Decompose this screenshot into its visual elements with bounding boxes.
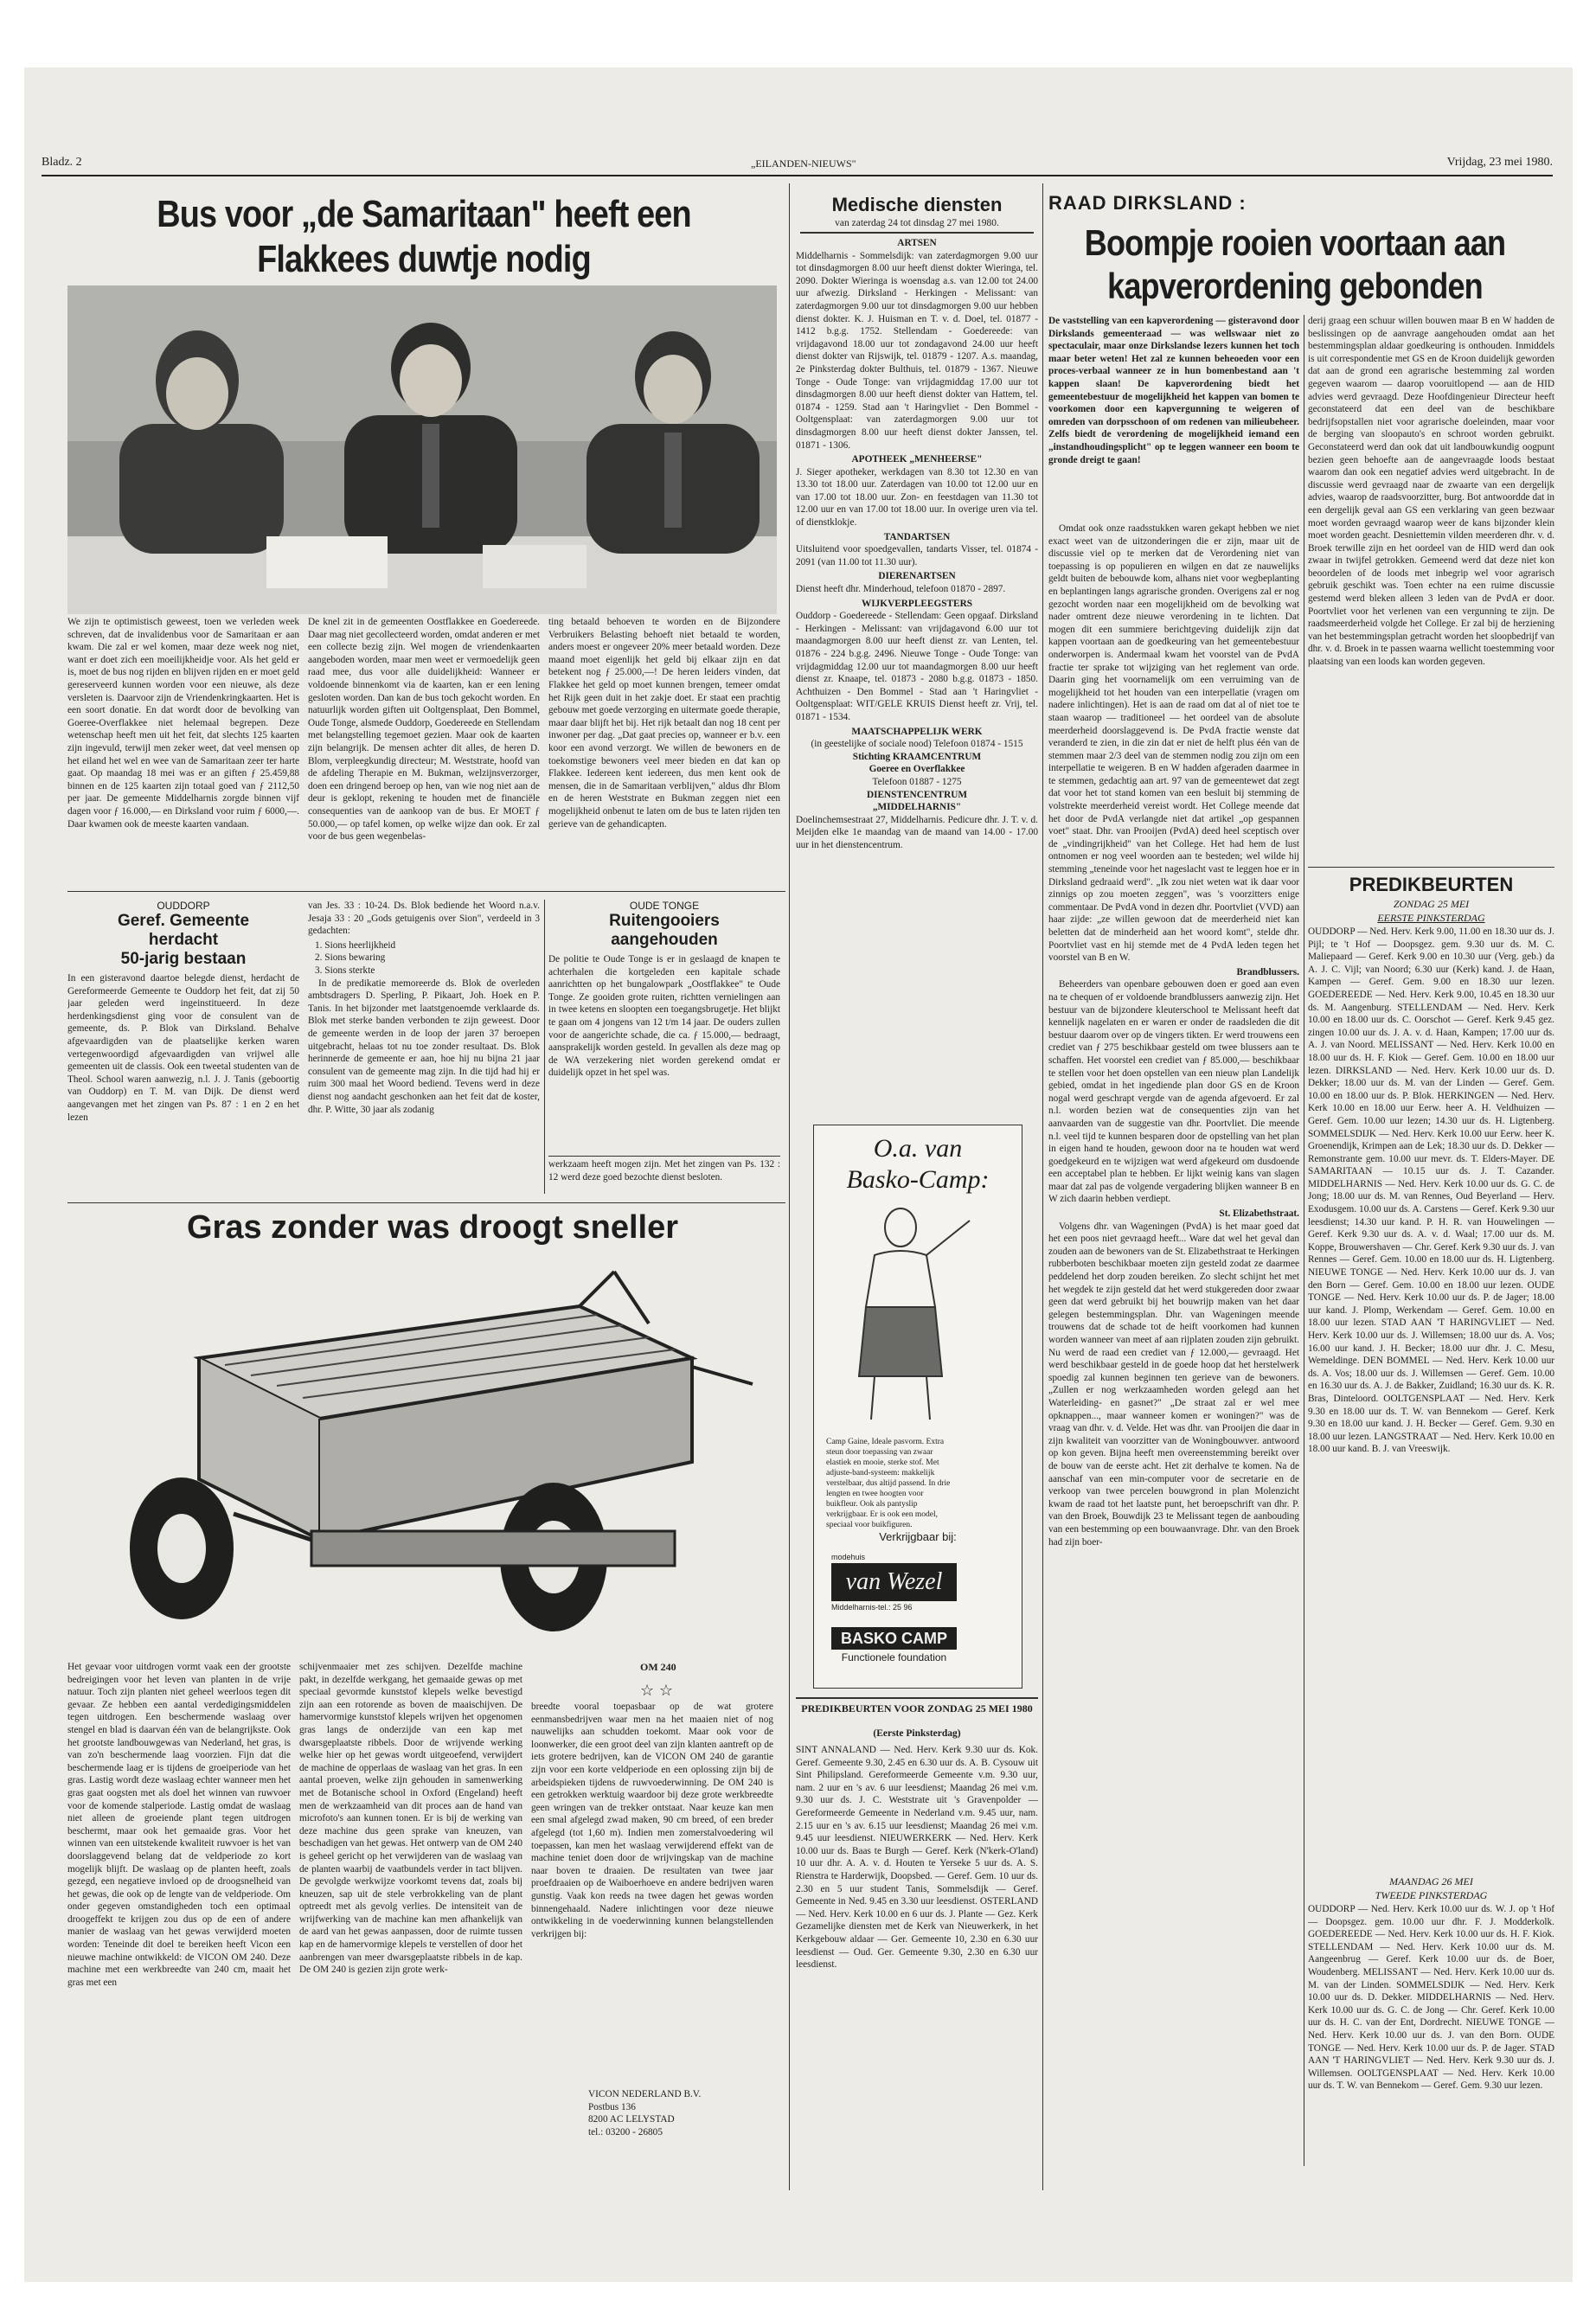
vicon-address: VICON NEDERLAND B.V. Postbus 136 8200 AC LELYSTAD tel.: 03200 - 26805 [588, 2089, 702, 2138]
predik2-sub3: MAANDAG 26 MEI [1389, 1875, 1473, 1888]
newspaper-name: „EILANDEN-NIEUWS" [751, 157, 856, 170]
divider-bus [67, 891, 785, 892]
bus-headline [104, 192, 744, 282]
kraamcentrum-label: Stichting KRAAMCENTRUM [852, 751, 982, 762]
predik2-body: OUDDORP — Ned. Herv. Kerk 9.00, 11.00 en 18.30 uur ds. J. Pijl; te 't Hof — Doopsgez. gem. 9.30 uur ds. M. C. Maliepaard — Geref. Kerk 9.00 en 10.30 uur (Verg. geb.) da A. J. C. Vijl; van Noord; 6.30 uur (Kerk) kand. J. de Haan, Kampen — Geref. Gem. 9.00 en 18.30 uur lezen. GOEDEREEDE — Ned. Herv. Kerk 9.00, 10.45 en 18.30 uur ds. M. Aangenburg. STELLENDAM — Ned. Herv. Kerk 10.00 en 18.00 uur ds. C. Oorschot — Geref. Kerk 9.45 gez. zingen 10.00 uur ds. J. A. v. d. Haan, Kampen; 17.00 uur ds. A. J. van Noord. MELISSANT — Ned. Herv. Kerk 10.00 en 18.00 uur ds. H. F. Kiok — Geref. Gem. 10.00 en 18.00 uur lezen. DIRKSLAND — Ned. Herv. Kerk 10.00 uur ds. D. Dekker; 18.00 uur ds. M. van der Linden — Geref. Gem. 10.00 en 18.00 uur ds. P. Blok. HERKINGEN — Ned. Herv. Kerk 10.00 en 18.00 uur Eerw. heer A. H. Veldhuizen — Geref. Gem. 10.00 uur lezen; 14.30 uur ds. H. Ligtenberg. SOMMELSDIJK — Ned. Herv. Kerk 10.00 uur Eerw. heer K. Groenendijk, Krimpen aan de Lek; 18.30 uur ds. D. Dekker — Remonstrante gem. 10.00 uur mevr. ds. T. Elders-Mayer. DE SAMARITAAN — 10.15 uur ds. J. T. Cazander. MIDDELHARNIS — Ned. Herv. Kerk 10.00 uur ds. G. C. de Jong; 18.00 uur ds. M. van Rennes, Oud Beyerland — Herv. Exodusgem. 10.00 uur ds. A. Carstens — Geref. Kerk 9.30 uur leesdienst; 14.30 uur kand. P. H. R. van Houwelingen — Geref. Kerk 9.30 uur ds. A. v. d. Waal; 17.00 uur ds. M. Koppe, Brouwershaven — Chr. Geref. Kerk 9.30 uur ds. J. van Rennes — Geref. Gem. 10.00 en 18.00 uur ds. H. Ligtenberg. NIEUWE TONGE — Ned. Herv. Kerk 10.00 uur ds. J. van den Born — Geref. Gem. 10.00 en 18.00 uur lezen. OUDE TONGE — Ned. Herv. Kerk 10.00 uur ds. P. de Jager; 18.00 uur kand. J. Plomp, Werkendam — Geref. Gem. 10.00 en 18.00 uur lezen. STAD AAN 'T HARINGVLIET — Ned. Herv. Kerk 10.00 uur ds. J. Willemsen; 18.00 uur ds. A. Vos; 16.00 uur kand. J. H. Becker; 18.00 uur dhr. J. C. Mesu, Wemeldinge. DEN BOMMEL — Ned. Herv. Kerk 10.00 uur ds. A. Vos; 18.00 uur ds. J. Willemsen — Geref. Gem. 10.00 en 16.30 uur ds. A. J. de Bakker, Zuidland; 16.30 uur ds. K. R. Bras, Dinteloord. OOLTGENSPLAAT — Ned. Herv. Kerk 9.30 en 18.00 uur ds. T. W. van Bennekom — Geref. Kerk 9.30 en 18.00 uur kand. J. H. Becker — Geref. Gem. 9.30 en 18.00 uur lezen. LANGSTRAAT — Ned. Herv. Kerk 10.00 en 18.00 uur kand. B. J. van Vreeswijk. [1308, 926, 1554, 1455]
dierenartsen-label: DIERENARTSEN [878, 571, 956, 582]
predik2-body-2: OUDDORP — Ned. Herv. Kerk 10.00 uur ds. W. J. op 't Hof — Doopsgez. gem. 10.00 uur dhr. F. J. Modderkolk. GOEDEREEDE — Ned. Herv. Kerk 10.00 uur ds. H. F. Kiok. STELLENDAM — Ned. Herv. Kerk 10.00 uur ds. M. Aangeenbrug — Geref. Kerk 10.00 uur ds. de Boer, Woudenberg. MELISSANT — Ned. Herv. Kerk 10.00 uur ds. M. van der Linden. SOMMELSDIJK — Ned. Herv. Kerk 10.00 uur ds. D. Dekker. MIDDELHARNIS — Ned. Herv. Kerk 10.00 uur ds. G. C. de Jong — Chr. Geref. Kerk 10.00 uur ds. H. C. van der Ent, Dordrecht. NIEUWE TONGE — Ned. Herv. Kerk 10.00 uur ds. J. van den Born. OUDE TONGE — Ned. Herv. Kerk 10.00 uur ds. P. de Jager. STAD AAN 'T HARINGVLIET — Ned. Herv. Kerk 9.30 uur ds. J. Willemsen. OOLTGENSPLAAT — Ned. Herv. Kerk 10.00 uur ds. T. W. van Bennekom — Geref. Gem. 9.30 uur lezen. [1308, 1904, 1554, 2092]
dienstencentrum-label: DIENSTENCENTRUM [866, 789, 968, 800]
basko-camp-logo: BASKO CAMP [831, 1627, 957, 1650]
bus-headline-line1: Bus voor „de Samaritaan" heeft een [157, 193, 691, 235]
store-logo: van Wezel [831, 1563, 957, 1601]
gras-col-1: Het gevaar voor uitdrogen vormt vaak een der grootste bedreigingen voor het leven van planten in de vrije natuur. Toch zijn planten niet geheel weerloos tegen dit gevaar. Ze hebben een aantal verdedigingsmiddelen tegen uitdrogen. Een beschermende waslaag over stengel en blad is daarvan één van de belangrijkste. Ook het grootste landbouwgewas van Nederland, het gras, is van zo'n beschermende laag voorzien. Fijn dat die beschermende laag er is tijdens de groeiperiode van het gras. Lastig wordt deze waslaag echter wanneer men het gras gaat oogsten met als doel het winnen van ruwvoer voor de komende stalperiode. Lastig omdat de waslaag niet alleen de groeiende plant tegen uitdrogen beschermt, maar ook het gemaaide gras. Voor het winnen van een uitstekende kwaliteit ruwvoer is het van doorslaggevend belang dat de veldperiode zo kort mogelijk blijft. De waslaag op de planten heeft, zoals gezegd, een negatieve invloed op de droogsnelheid van het gewas, die ook op de lengte van de veldperiode. Om onder gegeven omstandigheden toch een optimaal droogeffekt te krijgen zou dus op de een of andere manier de waslaag van het gewas verwijderd moeten worden: Teneinde dit doel te bereiken heeft Vicon een nieuwe machine ontwikkeld: de VICON OM 240. Deze machine met een werkbreedte van 240 cm, maait het gras met een [67, 1662, 291, 1988]
three-men-photo [67, 285, 777, 614]
ouddorp-title-1: Geref. Gemeente [117, 912, 250, 930]
ruiten-rule [548, 1156, 780, 1157]
tandartsen-label: TANDARTSEN [883, 531, 951, 542]
wijkverpleegsters-label: WIJKVERPLEEGSTERS [861, 598, 973, 609]
raad-col-1: Omdat ook onze raadsstukken waren gekapt hebben we niet exact weet van de uitzonderingen die er zijn, maar uit de discussie viel op te merken dat de Verordening niet van toepassing is op populieren en wilgen en dat ze nauwelijks geldt buiten de bebouwde kom, alhans niet voor wegbeplanting en beplantingen langs agrarische gronden. Overigens zal er nog gezocht worden naar een mogelijkheid om de bevolking wat nader omtrent deze nieuwe verordening in te lichten. Dat mogen dit een summiere berichtgeving duidelijk zijn dat kappen voortaan aan de goedkeuring van het gemeentebestuur onderworpen is. Andermaal kwam het voorstel van de PvdA fractie ter sprake tot wijziging van het reglement van orde. Daarin ging het voornamelijk om een verruiming van de mogelijkheid tot het houden van een interpellatie (vragen om nadere inlichtingen). Het is aan de raad om dat al of niet toe te staan waarop — traditioneel — het oordeel van de absolute meerderheid doorslaggevend is. De PvdA fractie wenste dat veranderd te zien, in die zin dat er niet de helft plus één van de stemmen maar 2/3 deel van de stemmen nodig zou zijn om een interpellatie te weigeren. B en W hadden afgeraden daarmee in te stemmen, gedachtig aan art. 97 van de gemeentewet dat zegt dat voor het tot stand komen van een besluit bij stemming de volstrekte meerderheid vereist wordt. Het College meende dat het door de PvdA verlangde niet dat artikel „op gespannen voet" staat. Dhr. van Prooijen (PvdA) deed heel sceptisch over de „vindingrijkheid" van het College. Het had hem de lust ontnomen er nog veel woorden aan te besteden; wel wilde hij stemming „teneinde voor het nageslacht vast te leggen hoe er in Dirksland gedraaid werd". „Ik zou niet weten wat ik daar voor zinnigs op zou moeten zeggen", was 's voorzitters enige commentaar. De PvdA vond in dezen dhr. Poortvliet (VVD) aan haar zijde: „ze willen gewoon dat de meerderheid niet kan beletten dat de minderheid aan het woord komt", stelde dhr. Poortvliet vast en hij stemde met de 4 PvdA leden tegen het voorstel van B en W. Brandblussers. Beheerders van openbare gebouwen doen er goed aan even na te chequen of er voldoende brandblussers aanwezig zijn. Het bestuur van de bijzondere kleuterschool te Melissant heeft dat kennelijk nagelaten en er waren er onder de raadsleden die dit bestuur daarom over op de vingers tikten. Er werd trouwens een crediet van ƒ 275 beschikbaar gesteld om twee blussers aan te schaffen. Het voorstel een crediet van ƒ 85.000,— beschikbaar te stellen voor het doen opstellen van een nieuw plan Landelijk gebied, omdat in het ingediende plan door GS en de Kroon nogal werd geschrapt vergde van de agenda afgevoerd. Er zal n.l. worden bezien wat de consequenties zijn van het aanvaarden van de suggestie van dhr. Poortvliet. Die meende n.l. veel tijd te kunnen besparen door de opstelling van het plan in eigen hand te houden, gewoon door na te houden wat werd goedgekeurd en te wijzigen wat werd afgekeurd om dusdoende een acceptabel plan te hebben. Er lijkt weinig kans van slagen maar dat zal pas de volgende vergadering blijken wanneer B en W zich daarin hebben verdiept. St. Elizabethstraat. Volgens dhr. van Wageningen (PvdA) is het maar goed dat het een poos niet gevraagd heeft... Ware dat wel het geval dan zouden aan de bewoners van de St. Elizabethstraat te Herkingen rubberboten beschikbaar moeten zijn gesteld zodat ze daarmee peddelend het dorp zouden bereiken. Zo slecht schijnt het met het wegdek te zijn gesteld dat het werd stukgereden door zwaar geen dat werd gebruikt bij het bouwrijp maken van het daar gelegen bestemmingsplan. Dhr. van Wageningen meende trouwens dat de schade tot de heift voorkomen had kunnen worden wanneer van meet af aan rijplaten zouden zijn gebruikt. Nu werd de raad een crediet van ƒ 12.000,— gevraagd. Het werd beschikbaar gesteld in de goede hoop dat het herstelwerk spoedig zal kunnen beginnen ten gerieve van de bewoners. „Zullen er nog werkzaamheden worden gelegd aan het Waterleiding- en gasnet?" „De straat zal er wel mee opknappen..., maar wanneer komen er woningen?" was de vraag van dhr. v. d. Velde. Het was dhr. van Prooijen die daar in zijn kwaliteit van voorzitter van de Woningbouwver. antwoord op kon geven. Bijna heeft men overeenstemming bereikt over de bouw van de eerste acht. Het zit derhalve te komen. Na de aanschaf van een min-computer voor de secretarie en de verkoop van twee percelen bouwgrond in plan Molenzicht kwam de raad tot het laatste punt, het beroepschrift van dhr. P. van den Broek, Bouwdijk 23 te Melissant tegen de aanbouding van een bestemming op een bouwaanvrage. Dhr. van den Broek had zijn boer- [1048, 523, 1299, 1548]
col-divider-2 [1042, 183, 1043, 2190]
store-phone: Middelharnis-tel.: 25 96 [831, 1603, 913, 1612]
predik2-title: PREDIKBEURTEN [1349, 874, 1514, 895]
ruiten-text: De politie te Oude Tonge is er in geslaagd de knapen te achterhalen die kortgeleden een kapitale schade aanrichtten op het bungalowpark „Oostflakkee" te Oude Tonge. Ze gooiden grote ruiten, richtten vernielingen aan in twee ketens en sloopten een toegangsbrugetje. Het blijkt te gaan om 4 jongens van 12 t/m 14 jaar. De ouders zullen voor de aangerichte schade, die ca. ƒ 15.000,— bedraagt, aansprakelijk worden gesteld. In gevallen als deze mag op de WA verzekering niet worden gerekend omdat er duidelijk opzet in het spel was. [548, 954, 780, 1079]
predik1-sub: (Eerste Pinksterdag) [873, 1728, 961, 1739]
elizabethstraat-label: St. Elizabethstraat. [1219, 1208, 1299, 1220]
brandblussers-label: Brandblussers. [1236, 966, 1299, 977]
bus-col-3: ting betaald behoeven te worden en de Bijzondere Verbruikers Belasting behoeft niet betaald te worden, anders moest er ongeveer 20% meer betaald worden. Deze maand moet eigenlijk het geld bij elkaar zijn en dat betekent nog ƒ 25.000,—! De heren leiders vinden, dat Flakkee het geld op moet kunnen brengen, temeer omdat het Rijk geen duit in het zakje doet. Er staat een prachtig gebouw met goede verzorging en uitermate goede therapie, maar daar blijft het bij. Het rijk betaalt dan nog 18 cent per inwoner per dag. „Dat gaat precies op, wanneer er b.v. een koor een avond verzorgt. We willen de bewoners en de toekomstige bewoners veel meer bieden en dat kan op Flakkee. Iedereen kent iedereen, dus men kent ook de mensen, die in de Samaritaan verblijven," aldus dhr Blom en de heren Weststrate en Bukman zeggen niet een mogelijkheid onbenut te laten om de bus te laten rijden ten gerieve van de gehandicapten. [548, 617, 780, 830]
ouddorp-list-1: 1. Sions heerlijkheid [315, 939, 396, 951]
predik1-title: PREDIKBEURTEN VOOR ZONDAG 25 MEI 1980 [801, 1702, 1033, 1715]
ouddorp-article [67, 900, 299, 1195]
verkrijgbaar-label: Verkrijgbaar bij: [879, 1530, 957, 1543]
basko-description: Camp Gaine, Ideale pasvorm. Extra steun door toepassing van zwaar elastiek en mooie, sterke stof. Met adjuste-band-systeem: makkelijk verstelbaar, dus altijd passend. In drie lengten en twee hoogten voor buikfleur. Ook als pantyslip verkrijgbaar. Er is ook een model, speciaal voor buikfiguren. [826, 1438, 951, 1529]
ruiten-kicker: OUDE TONGE [629, 900, 700, 912]
raad-lead: De vaststelling van een kapverordening — gisteravond door Dirkslands gemeenteraad — was wellswaar niet zo spectaculair, maar onze Dirkslandse lezers kunnen het toch maar beter weten! Het zal ze kunnen beheoeden voor een proces-verbaal wanneer ze in hun bomenbestand aan 't kappen slaan! De kapverordening biedt het gemeentebestuur de mogelijkheid het kappen van bomen te voorkomen door een kapvergunning te weigeren of omreden van dorpsschoon of om redenen van milieubeheer. Zelfs biedt de verordening de mogelijkheid iemand een „instandhoudingsplicht" op te leggen wanneer een boom te gronde dreigt te gaan! [1048, 316, 1299, 465]
machine-illustration [95, 1254, 770, 1652]
apotheek-label: APOTHEEK „MENHEERSE" [851, 454, 983, 465]
ruiten-title-1: Ruitengooiers [609, 912, 720, 930]
ouddorp-col-1: In een gisteravond daartoe belegde dienst, herdacht de Gereformeerde Gemeente te Ouddorp het feit, dat zij 50 jaar geleden werd ingeinstitueerd. In deze herdenkingsdienst ging voor de consulent van de gemeente, ds. P. Blok van Dirksland. Behalve afgevaardigden van de plaatselijke kerken waren vertegenwoordigd afgevaardigden van vrijwel alle gemeenten uit de classis. Ook een tweetal studenten van de Theol. School waren aanwezig, n.l. J. J. Tanis (geboortig van Ouddorp) en T. M. van Dijk. De dienst werd aangevangen met het zingen van Ps. 87 : 1 en 2 en het lezen [67, 973, 299, 1123]
ouddorp-title-2: herdacht [148, 931, 219, 949]
header-rule [42, 175, 1553, 176]
gras-col-2: schijvenmaaier met zes schijven. Dezelfde machine pakt, in dezelfde werkgang, het gemaaide gewas op met speciaal gevormde kunststof klepels welke bevestigd zijn aan een rotorende as boven de maaischijven. De hamervormige kunststof klepels wrijven het opgenomen gras langs de onderzijde van een kap met dwarsgeplaatste ribbels. Door de wrijvende werking welke hier op het gewas wordt uitgeoefend, verwijdert de machine de opperlaas de waslaag van het gras. In een aantal proeven, welke zijn gehouden in samenwerking met de Botanische school in Oxford (Engeland) heeft men de werkzaamheid van dit proces aan de hand van microfoto's aan kunnen tonen. Er is bij de werking van deze machine dus geen sprake van kneuzen, van beschadigen van het gewas. Het ontwerp van de OM 240 is geheel gericht op het verwijderen van de waslaag van de planten waarbij de vaatbundels verder in tact blijven. De gevolgde werkwijze voorkomt tevens dat, zoals bij kneuzen, sap uit de stele verbrokkeling van de plant optreedt met als gevolg verlies. De intensiteit van de wrijfwerking van de machine kan men afhankelijk van de aard van het gewas aanpassen, door de ruimte tussen kap en de hamervormige klepels te verstellen of door het aanbrengen van meer dwarsgeplaatste ribbels in de kap. De OM 240 is gezien zijn grote werk- [299, 1662, 522, 1976]
predik2-sub4: TWEEDE PINKSTERDAG [1375, 1889, 1488, 1901]
maatschappelijk-label: MAATSCHAPPELIJK WERK [851, 726, 983, 737]
predik1-body: SINT ANNALAND — Ned. Herv. Kerk 9.30 uur ds. Kok. Geref. Gemeente 9.30, 2.45 en 6.30 uur ds. A. B. Cysouw uit Sint Philipsland. Gereformeerde Gemeente v.m. 9.30 uur, nam. 2 uur en 's av. 6 uur leesdienst; Maandag 26 mei v.m. 9.30 uur ds. J. C. Weststrate uit 's Gravenpolder — Gereformeerde Gemeente in Nederland v.m. 9.45 uur, nam. 2.15 uur en 's av. 6.15 uur leesdienst; Maandag 26 mei v.m. 9.45 uur leesdienst. NIEUWERKERK — Ned. Herv. Kerk 10.00 uur ds. Baas te Burgh — Geref. Kerk (N'kerk-O'land) 10 uur dhr. A. A. v. d. Houten te Yerseke 5 uur ds. A. S. Rienstra te Harderwijk, Doopsbed. — Geref. Gem. 10 uur ds. 2.30 en 5 uur student Tanis, Sommelsdijk — Geref. Gemeente in Ned. 9.45 en 3.30 uur leesdienst. OSTERLAND — Ned. Herv. Kerk 10.00 en 6 uur ds. J. Plante — Gez. Kerk Gezamelijke diensten met de Kerk van Nieuwerkerk, in het Kerkgebouw aldaar — Ger. Gemeente 10, 2.30 en 6.30 uur leesdienst — Oud. Ger. Gemeente 9.30, 2.30 en 6.30 uur leesdienst. [796, 1745, 1038, 1971]
ruiten-tail: werkzaam heeft mogen zijn. Met het zingen van Ps. 132 : 12 werd deze goed bezochte dienst besloten. [548, 1159, 780, 1183]
divider-predik2 [1308, 867, 1554, 868]
ruiten-article [548, 900, 780, 1200]
model-illustration [840, 1203, 996, 1428]
raad-kicker: RAAD DIRKSLAND : [1048, 192, 1247, 214]
bus-col-1: We zijn te optimistisch geweest, toen we verleden week schreven, dat de invalidenbus voor de Samaritaan er aan kwam. Die zal er wel komen, maar deze week nog niet, want er doet zich een moeilijkheidje voor. Als het geld er is, moet de bus nog rijden en blijven rijden en er moet geld gereserveerd kunnen worden voor een nieuwe, als deze versleten is. Daarvoor zijn de Vriendenkringkaarten. Het is een soort donatie. En dat wordt door de bevolking van Goeree-Overflakkee niet helemaal begrepen. Deze wetenschap heeft men uit het feit, dat slechts 125 kaarten zijn ingevuld, terwijl men zeker weet, dat veel mensen op het eiland het wel en wee van de Samaritaan zeer ter harte gaat. Op maandag 18 mei was er an giften ƒ 25.459,88 binnen en de 125 kaarten zijn totaal goed van ƒ 2112,50 per jaar. De gemeente Middelharnis zorgde binnen vijf dagen voor ƒ 16.000,— en Dirksland voor ruim ƒ 6000,—. Daar kwamen ook de meeste kaarten vandaan. [67, 617, 299, 830]
divider-gras [67, 1202, 785, 1203]
predik2-sub2: EERSTE PINKSTERDAG [1377, 912, 1485, 924]
ruiten-title-2: aangehouden [611, 931, 718, 949]
bus-col-2: De knel zit in de gemeenten Oostflakkee en Goedereede. Daar mag niet gecollecteerd worden, omdat anderen er met een collecte bezig zijn. Wel mogen de vriendenkaarten aangeboden worden, maar men weet er vermoedelijk geen raad mee, dus voor alle duidelijkheid: Wanneer er voldoende binnenkomt via de kaarten, kan er een lening gesloten worden. Dan kan de bus toch gekocht worden. En natuurlijk worden giften uit Ooltgensplaat, Den Bommel, Oude Tonge, alsmede Ouddorp, Goedereede en Stellendam met belangstelling tegemoet gezien. Maar ook de kaarten zijn belangrijk. De mensen achter dit alles, de heren D. Blom, verpleegkundig directeur; M. Weststrate, hoofd van de afdeling Therapie en M. Bukman, welzijnsverzorger, doen een dringend beroep op hen, van wie nog niet aan de deur is geklopt, rekening te houden met de financiële consequenties van de aankoop van de bus. Er MOET ƒ 50.000,— op tafel komen, op welke wijze dan ook. Er zal voor de bus geen wegenbelas- [308, 617, 540, 843]
medische-sub: van zaterdag 24 tot dinsdag 27 mei 1980. [835, 218, 999, 228]
issue-date: Vrijdag, 23 mei 1980. [1446, 156, 1553, 169]
basko-tagline: Functionele foundation [841, 1651, 947, 1663]
machine-caption: OM 240 [640, 1661, 676, 1673]
modehuis-label: modehuis [831, 1553, 866, 1561]
page-number: Bladz. 2 [42, 156, 82, 169]
page-header [42, 156, 1553, 176]
ouddorp-title-3: 50-jarig bestaan [120, 950, 247, 968]
ouddorp-list-3: 3. Sions sterkte [315, 965, 375, 976]
gras-col-3: breedte vooral toepasbaar op de wat grotere eenmansbedrijven waar men na het maaien niet of nog nauwelijks aan schudden toekomt. Maar ook voor de loonwerker, die een groot deel van zijn klanten aantreft op de iets grotere bedrijven, kan de VICON OM 240 de garantie zijn voor een korte veldperiode en een oplossing zijn bij de arbeidspieken tijdens de ruwvoederwinning. De OM 240 is een getrokken werktuig waardoor bij deze grote werkbreedte geen wringen van de trekker ontstaat. Naar keuze kan men een smal afgelegd zwad maken, 90 cm breed, of een breder afgelegd (tot 1,60 m). Indien men zomerstalvoedering wil toepassen, kan men het waslaag verwijderend effekt van de machine teniet doen door de wrijvingskap van de machine naar boven te draaien. De resultaten van twee jaar proefdraaien op de Waiboerhoeve en andere bedrijven waren gunstig. Vaak kon reeds na twee dagen het gewas worden binnengehaald. Nadere inlichtingen voor deze nieuwe ontwikkeling in de voederwinning kunnen belangstellenden verkrijgen bij: [531, 1702, 773, 1939]
predik2-sub1: ZONDAG 25 MEI [1393, 898, 1470, 910]
ouddorp-col-2: van Jes. 33 : 10-24. Ds. Blok bediende het Woord n.a.v. Jesaja 33 : 20 „Gods getuigenis over Sion", verdeeld in 3 gedachten: 1. Sions heerlijkheid 2. Sions bewaring 3. Sions sterkte In de predikatie memoreerde ds. Blok de overleden ambtsdragers D. Sperling, P. Pikaart, Joh. Hoek en P. Tanis. In het bijzonder met laatstgenoemde verklaarde ds. Blok met sterke banden verbonden te zijn geweest. Door de gemeente werden in de loop der jaren 37 beroepen uitgebracht, helaas tot nu toe zonder resultaat. Ds. Blok herinnerde de gemeente er aan, hoe hij nu bijna 21 jaar consulent van de gemeente mag zijn. In die tijd had hij er ruim 300 maal het Woord bediend. Tevens werd in deze dienst nog aandacht geschonken aan het feit dat de koster, dhr. P. Witte, 30 jaar als zodanig [308, 901, 540, 1115]
basko-camp-ad [813, 1125, 1022, 1689]
divider-ruiten [544, 900, 545, 1194]
raad-headline [1083, 221, 1507, 308]
medische-title: Medische diensten [831, 194, 1003, 215]
raad-col-2: derij graag een schuur willen bouwen maar B en W hadden de beslissingen op de aanvrage aangehouden omdat aan het bestemmingsplan aldaar goedkeuring is onthouden. Inmiddels is uit correspondentie met GS en de Kroon duidelijk geworden dat aan de grond een agrarische bestemming zal worden gegeven waarom — daarop vooruitlopend — aan de HID advies werd gevraagd. Deze Hoofdingenieur Directeur heeft geconstateerd dat een deel van de beschikbare bedrijfsopstallen niet voor agrarische doeleinden, maar voor de berging van sloopauto's en schroot worden gebruikt. Geconstateerd werd dan ook dat uit landbouwkundig oogpunt bezien geen behoefte aan de aangevraagde loods bestaat waarom dan ook een negatief advies werd uitgebracht. In de discussie werd gevraagd naar de zwaarte van een dergelijk advies, waarop de raadsvoorzitter, burg. Bot antwoordde dat in een dergelijk geval aan GS een verklaring van geen bezwaar moet worden gevraagd waarop weer de kans bijzonder klein moet worden geacht. Desniettemin vilden meerderen dhr. v. d. Broek terwille zijn en het oordeel van de HID werd dan ook zwaar in twijfel getrokken. Gemeend werd dat deze niet kon beoordelen of de loods met inbegrip wel voor agrarisch gebruik geschikt was. Toen echter na een ruime discussie gestemd werd bleken alleen 3 leden van de PvdA er door. Poortvliet voor het verlenen van een vergunning te zijn. De raadsmeerderheid volgde het College. Er zal bij de herziening van het bestemmingsplan getracht worden het sloopbedrijf van dhr. v. d. Broek in te passen waarna wellicht toestemming voor plaatsing van een loods kan worden gegeven. [1308, 316, 1554, 668]
medische-rule [800, 232, 1034, 234]
ouddorp-kicker: OUDDORP [157, 900, 210, 912]
artsen-label: ARTSEN [897, 238, 937, 248]
medische-body: ARTSEN Middelharnis - Sommelsdijk: van zaterdagmorgen 9.00 uur tot dinsdagmorgen 8.00 uur heeft dienst dokter Wieringa, tel. 2090. Dokter Wieringa is woensdag a.s. van 12.00 tot 24.00 uur afwezig. Dirksland - Herkingen - Melissant: van zaterdagmorgen 9.00 uur tot dinsdagmorgen 9.00 uur hebben dienst dokter. K. J. Huisman en T. v. d. Doel, tel. 01877 - 1412 b.g.g. 1752. Stellendam - Goedereede: van vrijdagavond 18.00 uur tot zondagavond 24.00 uur heeft dienst dokter van Rijswijk, tel. 01879 - 1207. A.s. maandag, 2e Pinksterdag dokter Bulthuis, tel. 01879 - 1367. Nieuwe Tonge - Oude Tonge: van vrijdagmiddag 17.00 uur tot dinsdagmorgen 8.00 uur heeft dienst dokter van Hattem, tel. 01874 - 1259. Stad aan 't Haringvliet - Den Bommel - Ooltgensplaat: van zaterdagmorgen 9.00 uur tot dinsdagmorgen 8.00 uur heeft dienst dokter Janssen, tel. 01871 - 1306. APOTHEEK „MENHEERSE" J. Sieger apotheker, werkdagen van 8.30 tot 12.30 en van 13.30 tot 18.00 uur. Zaterdagen van 10.00 tot 12.00 uur en van 17.00 tot 18.00 uur. Zon- en feestdagen van 11.30 tot 12.00 uur en van 17.00 tot 18.00 uur. In overige uren via tel. of dienstklokje. TANDARTSEN Uitsluitend voor spoedgevallen, tandarts Visser, tel. 01874 - 2091 (van 11.00 tot 11.30 uur). DIERENARTSEN Dienst heeft dhr. Minderhoud, telefoon 01870 - 2897. WIJKVERPLEEGSTERS Ouddorp - Goedereede - Stellendam: Geen opgaaf. Dirksland - Herkingen - Melissant: van vrijdagavond 6.00 uur tot maandagmorgen 8.00 uur heeft dienst zr. van Lenten, tel. 01876 - 224 b.g.g. 2496. Nieuwe Tonge - Oude Tonge: van vrijdagmiddag 12.00 uur tot maandagmorgen 8.00 uur heeft dienst zr. Knaape, tel. 01873 - 2080 b.g.g. 01873 - 1850. Achthuizen - Den Bommel - Stad aan 't Haringvliet - Ooltgensplaat: WIT/GELE KRUIS Dienst heeft zr. Vrij, tel. 01871 - 1534. MAATSCHAPPELIJK WERK (in geestelijke of sociale nood) Telefoon 01874 - 1515 Stichting KRAAMCENTRUM Goeree en Overflakkee Telefoon 01887 - 1275 DIENSTENCENTRUM „MIDDELHARNIS" Doelinchemsestraat 27, Middelharnis. Pedicure dhr. J. T. v. d. Meijden elke 1e maandag van de maand van 14.00 - 17.00 uur in het dienstencentrum. [796, 238, 1038, 850]
divider-predik1 [796, 1697, 1038, 1699]
bus-photo [67, 285, 777, 614]
raad-headline-line1: Boompje rooien voortaan aan [1084, 222, 1506, 263]
star-icons: ☆ ☆ [640, 1682, 673, 1700]
basko-brand-1: O.a. van [873, 1134, 963, 1163]
col-divider-1 [789, 183, 790, 2190]
ouddorp-list-2: 2. Sions bewaring [315, 952, 386, 964]
raad-headline-line2: kapverordening gebonden [1107, 266, 1483, 306]
basko-brand-2: Basko-Camp: [846, 1165, 990, 1194]
bus-headline-line2: Flakkees duwtje nodig [257, 238, 591, 280]
gras-headline: Gras zonder was droogt sneller [186, 1209, 679, 1246]
